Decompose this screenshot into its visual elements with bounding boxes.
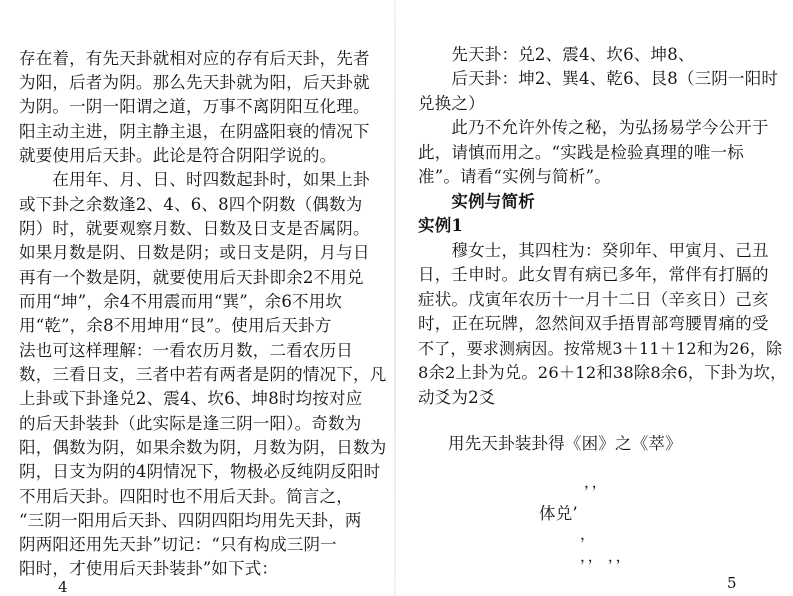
body-line: 先天卦：兑2、震4、坎6、坤8、 bbox=[418, 45, 695, 64]
hexagram-caption: 用先天卦装卦得《困》之《萃》 bbox=[448, 434, 682, 453]
body-line: “三阴一阳用后天卦、四阴四阳均用先天卦，两 bbox=[19, 511, 362, 530]
page-number: 4 bbox=[58, 578, 68, 596]
body-line: 上卦或下卦逢兑2、震4、坎6、坤8时均按对应 bbox=[19, 389, 363, 408]
hexagram-mark: ， bbox=[580, 525, 596, 543]
body-line: 阴）时，就要观察月数、日数及日支是否属阴。 bbox=[19, 219, 370, 238]
body-line: 症状。戊寅年农历十一月十二日（辛亥日）己亥 bbox=[418, 290, 769, 309]
body-line: 穆女士，其四柱为：癸卯年、甲寅月、己丑 bbox=[418, 241, 769, 260]
body-line: 而用“坤”，余4不用震而用“巽”，余6不用坎 bbox=[19, 292, 343, 311]
body-line: 再有一个数是阴，就要使用后天卦即余2不用兑 bbox=[19, 268, 364, 287]
body-line: 阴两阳还用先天卦”切记：“只有构成三阴一 bbox=[19, 535, 337, 554]
body-line: 后天卦：坤2、巽4、乾6、艮8（三阴一阳时 bbox=[418, 69, 779, 88]
body-line: 法也可这样理解：一看农历月数，二看农历日 bbox=[19, 341, 353, 360]
body-line: 阳，偶数为阴，如果余数为阴，月数为阴，日数为 bbox=[19, 438, 387, 457]
body-line: 此，请慎而用之。“实践是检验真理的唯一标 bbox=[418, 143, 744, 162]
body-line: 为阳，后者为阴。那么先天卦就为阳，后天卦就 bbox=[19, 73, 370, 92]
body-line: 用“乾”，余8不用坤用“艮”。使用后天卦方 bbox=[19, 316, 332, 335]
body-line: 兑换之） bbox=[418, 94, 485, 113]
hexagram-mark: ，， ，， bbox=[580, 547, 631, 565]
body-line: 阴，日支为阴的4阴情况下，物极必反纯阴反阳时 bbox=[19, 462, 381, 481]
body-line: 此乃不允许外传之秘，为弘扬易学今公开于 bbox=[418, 118, 769, 137]
body-line: 或下卦之余数逢2、4、6、8四个阴数（偶数为 bbox=[19, 195, 363, 214]
body-line: 动爻为2爻 bbox=[418, 388, 496, 407]
body-line: 的后天卦装卦（此实际是逢三阴一阳）。奇数为 bbox=[19, 414, 362, 433]
body-line: 在用年、月、日、时四数起卦时，如果上卦 bbox=[19, 170, 370, 189]
body-line: 阳主动主进，阴主静主退，在阴盛阳衰的情况下 bbox=[19, 122, 370, 141]
body-line: 阳时，才使用后天卦装卦”如下式： bbox=[19, 559, 279, 578]
body-line: 不了，要求测病因。按常规3＋11＋12和为26，除 bbox=[418, 339, 783, 358]
hexagram-mark: ，， bbox=[584, 473, 607, 491]
body-line: 如果月数是阴、日数是阴；或日支是阴，月与日 bbox=[19, 243, 370, 262]
body-line: 就要使用后天卦。此论是符合阴阳学说的。 bbox=[19, 146, 337, 165]
body-line: 8余2上卦为兑。26＋12和38除8余6，下卦为坎， bbox=[418, 363, 787, 382]
body-line: 不用后天卦。四阳时也不用后天卦。简言之， bbox=[19, 487, 353, 506]
left-page bbox=[0, 0, 396, 596]
page-number: 5 bbox=[727, 574, 737, 592]
body-line: 为阴。一阴一阳谓之道，万事不离阴阳互化理。 bbox=[19, 97, 370, 116]
right-page bbox=[396, 0, 793, 596]
body-line: 时，正在玩牌，忽然间双手捂胃部弯腰胃痛的受 bbox=[418, 314, 769, 333]
body-line: 数，三看日支，三者中若有两者是阴的情况下，凡 bbox=[19, 365, 387, 384]
body-line: 日，壬申时。此女胃有病已多年，常伴有打膈的 bbox=[418, 265, 769, 284]
body-line: 准”。请看“实例与简析”。 bbox=[418, 167, 611, 186]
example-heading: 实例1 bbox=[418, 216, 464, 235]
section-heading: 实例与简析 bbox=[418, 192, 535, 211]
hexagram-label: 体兑’ bbox=[539, 504, 578, 523]
body-line: 存在着，有先天卦就相对应的存有后天卦，先者 bbox=[19, 49, 370, 68]
